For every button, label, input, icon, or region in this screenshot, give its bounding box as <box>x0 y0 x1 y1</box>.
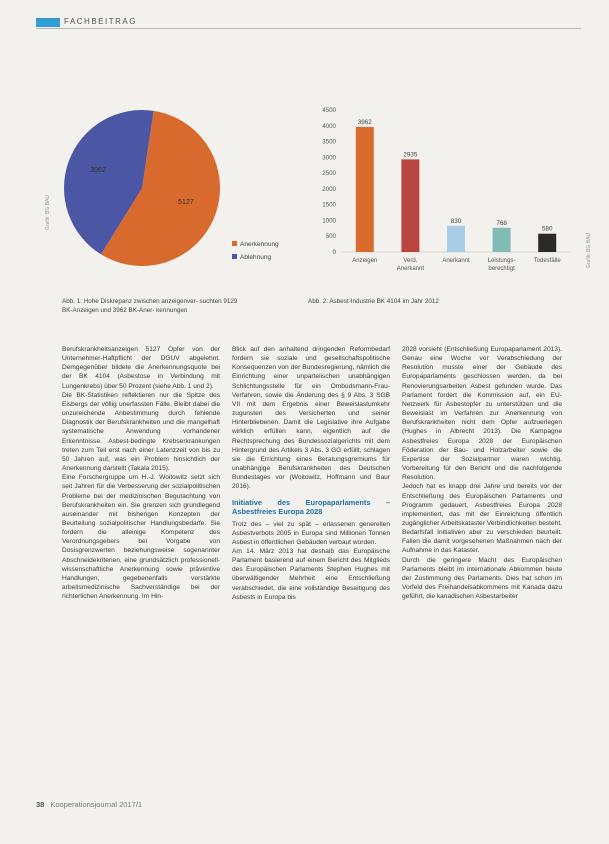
paragraph: Blick auf den anhaltend dringenden Reformbedarf fordern sie soziale und gesellschaftspolitische Konsequenzen von der Bundesregierung, nämlich die Einrichtung einer unparteiischen unabhängigen Schlichtungsstelle für ein Ombudsmann-Frau-Verfahren, sowie die Änderung des § 9 Abs. 3 SGB VII mit dem Ergebnis einer Beweislastumkehr zugunsten des Versicherten und seiner Hinterbliebenen. Damit die Legislative ihre Aufgabe wirklich erfüllen kann, eigentlich auf die Rechtsprechung des Bundessozialgerichts mit dem Hintergrund des Artikels 3 Abs. 3 GG erfüllt, schlagen sie die Errichtung eines Beratungsgremiums für unabhängige Berufskrankheiten des Deutschen Bundestages vor (Woitowitz, Hoffmann und Baur 2016). <box>232 346 390 491</box>
section-label: FACHBEITRAG <box>64 17 137 26</box>
x-tick-label: Anerkannt <box>442 258 470 264</box>
bar-value-label: 768 <box>496 219 507 227</box>
bar-chart <box>300 104 582 284</box>
y-tick-label: 3000 <box>322 154 336 162</box>
header-accent-bar <box>36 18 60 27</box>
bar <box>401 159 419 252</box>
x-tick-label: Anzeigen <box>352 258 378 264</box>
bar <box>493 228 511 252</box>
header-rule <box>36 28 581 29</box>
y-tick-label: 0 <box>332 249 336 256</box>
side-credit-right: Grafik: BG BAU <box>586 232 592 268</box>
paragraph: Die BK-Statistiken reflektieren nur die Spitze des Eisbergs der völlig unerfassten Fälle. Bleibt dabei die unzureichende Anbestimmung durch fehlende Diagnostik der Berufskrankheiten und die mangelhaft systematische Anwendung vorhandener Erkenntnisse. Asbest-bedingte Krebserkrankungen treten zum Teil erst nach einer Latenzzeit von bis zu 50 Jahren auf, was ein Problem hinsichtlich der Anerkennung darstellt (Takala 2015). <box>62 391 220 473</box>
y-tick-label: 4000 <box>322 122 336 130</box>
y-tick-label: 500 <box>325 233 336 241</box>
legend-swatch <box>232 254 237 259</box>
paragraph: Eine Forschergruppe um H.-J. Woitowitz setzt sich seit Jahren für die Verbesserung der sozialpolitischen Probleme bei der medizinischen Begutachtung von Berufskrankheiten ein. Sie grenzen sich grundlegend auseinander mit bisherigen Konzepten der Beurteilung sozialpolitischer Handlungsbedarfe. Sie fordern die alleinige Kompetenz des Verordnungsgebers bei Vorgabe von Dosisgrenzwerten beziehungsweise sogenannter Abschneidekriterien, eine grundsätzlich professionell-wissenschaftliche Anerkennung sowie präventive Handlungen, gegebenenfalls verstärkte arbeitsmedizinische Sachverständige bei der richterlichen Anerkennung. Im Hin- <box>62 474 220 601</box>
pie-value-label: 3962 <box>90 166 106 174</box>
paragraph: Trotz des – viel zu spät – erlassenen generellen Asbestverbots 2005 in Europa sind Millionen Tonnen Asbest in öffentlichen Gebäuden verbaut worden. <box>232 520 390 546</box>
figure-1-caption: Abb. 1: Hohe Diskrepanz zwischen anzeigenver- suchten 9129 BK-Anzeigen und 3962 BK-Aner- kennungen <box>62 298 238 314</box>
section-heading: Initiative des Europaparlaments – Asbestfreies Europa 2028 <box>232 497 390 516</box>
y-tick-label: 1500 <box>322 201 336 209</box>
text-column-left <box>62 345 220 601</box>
pie-value-label: 5127 <box>178 199 194 207</box>
figure-2-caption: Abb. 2: Asbest-Industrie BK 4104 im Jahr 2012 <box>308 298 439 305</box>
bar <box>538 234 556 252</box>
y-tick-label: 2500 <box>322 170 336 178</box>
text-column-right <box>402 345 562 601</box>
bar <box>356 127 374 252</box>
page-number: 38 <box>36 800 45 809</box>
paragraph: Durch die geringere Macht des Europäischen Parlaments bleibt im internationale Abkommen heute der Zustimmung des Parlaments. Dies hat schon im Vorfeld des Freihandelsabkommens mit Kanada dazu geführt, die kanadischen Asbestarbeiter <box>402 556 562 601</box>
paragraph: Berufskrankheitsanzeigen 5127 Opfer von der Unternehmer-Haftpflicht der DGUV abgelehnt. Demgegenüber bildete die Anerkennungsquote bei der BK 4104 (Asbestose in Verbindung mit Lungenkrebs) über 50 Prozent (siehe Abb. 1 und 2). <box>62 346 220 390</box>
bar-value-label: 580 <box>541 225 553 233</box>
x-tick-label: Todesfälle <box>533 258 561 264</box>
bar-value-label: 3962 <box>357 118 372 126</box>
text-column-middle <box>232 345 390 602</box>
y-tick-label: 4500 <box>322 107 336 114</box>
pie-chart <box>60 108 310 288</box>
legend-swatch <box>232 241 237 246</box>
x-tick-label: Leistungs-berechtigt <box>487 258 516 272</box>
paragraph: Am 14. März 2013 hat deshalb das Europäische Parlament basierend auf einem Bericht des Mitglieds des Europäischen Parlaments Stephen Hughes mit überwältigender Mehrheit eine Entschließung verabschiedet, die eine vollständige Beseitigung des Asbests in Europa bis <box>232 547 390 601</box>
bar-value-label: 2935 <box>403 151 418 159</box>
bar <box>447 226 465 252</box>
legend-label: Anerkennung <box>240 241 279 248</box>
y-tick-label: 3500 <box>322 138 336 146</box>
legend-label: Ablehnung <box>240 254 272 261</box>
paragraph: 2028 vorsieht (Entschließung Europaparlament 2013). Genau eine Woche vor Verabschiedung der Resolution musste einer der Gebäude des Europaparlaments geschlossen werden, da bei Renovierungsarbeiten Asbest gefunden wurde. Das Parlament fordert die Kommission auf, ein EU-Netzwerk für Asbestopfer zu unterstützen und die Beweislast im Verfahren zur Anerkennung von Berufskrankheiten nicht dem Opfer aufzuerlegen (Hughes in Albrecht 2013). Die Kampagne Asbestfreies Europa 2028 der Europäischen Föderation der Bau- und Holzarbeiter sowie die Expertise der Sozialpartner waren wichtig. Vorbereitung für den Bericht und die nachfolgende Resolution. <box>402 346 562 482</box>
x-tick-label: Verd. Anerkannt <box>396 258 425 272</box>
side-credit-left: Grafik: BG BAU <box>45 194 51 230</box>
bar-value-label: 830 <box>450 217 462 225</box>
paragraph: Jedoch hat es knapp drei Jahre und bereits vor der Entschließung des Europäischen Parlaments und Programm gedauert, Asbestfreies Europa 2028 implementiert, das mit der Einreichung öffentlich zugänglicher Arbeitskataster Verbindlichkeiten besteht. Bedarfsfall Initiativen aber zu verschieden beurteilt. Fallen die damit vorgesehenen Maßnahmen nach der Aufnahme in das Kataster. <box>402 483 562 555</box>
y-tick-label: 2000 <box>322 185 336 193</box>
y-tick-label: 1000 <box>322 217 336 225</box>
page-footer <box>36 800 142 809</box>
journal-name: Kooperationsjournal 2017/1 <box>50 800 143 809</box>
